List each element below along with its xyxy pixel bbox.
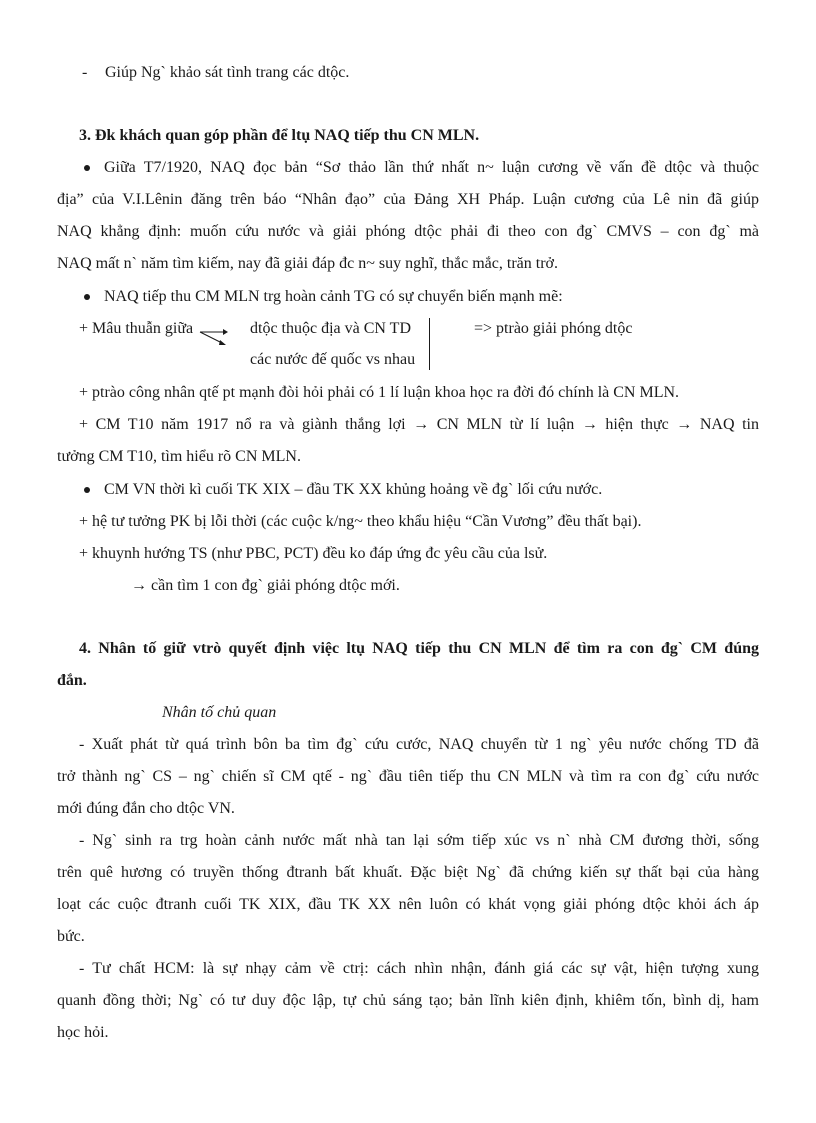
text-line: + Mâu thuẫn giữa [79,320,194,337]
text-line: NAQ khẳng định: muốn cứu nước và giải phóng dtộc phải đi theo con đg` CMVS – con đg` mà [57,223,759,240]
text-line: loạt các cuộc đtranh cuối TK XIX, đầu TK XX nên luôn có khát vọng giải phóng dtộc khỏi ách áp [57,896,759,913]
text-line: Giúp Ng` khảo sát tình trang các dtộc. [105,64,350,81]
text-line: tưởng CM T10, tìm hiểu rõ CN MLN. [57,448,301,465]
text-line: - Ng` sinh ra trg hoàn cảnh nước mất nhà tan lại sớm tiếp xúc vs n` nhà CM đương thời, sống [79,832,759,849]
section-heading-4: 4. Nhân tố giữ vtrò quyết định việc ltụ NAQ tiếp thu CN MLN để tìm ra con đg` CM đúng [79,640,759,657]
text-line: - Tư chất HCM: là sự nhạy cảm về ctrị: cách nhìn nhận, đánh giá các sự vật, hiện tượng xung [79,960,759,977]
section-heading-4-cont: đắn. [57,672,87,689]
bracket-divider [429,318,430,370]
bullet-icon [84,294,90,300]
text-line: - Xuất phát từ quá trình bôn ba tìm đg` cứu cước, NAQ chuyển từ 1 ng` yêu nước chống TD đã [79,736,759,753]
text-line: địa” của V.I.Lênin đăng trên báo “Nhân đạo” của Đảng XH Pháp. Luận cương của Lê nin đã giúp [57,191,759,208]
text-line: + ptrào công nhân qtế pt mạnh đòi hỏi phải có 1 lí luận khoa học ra đời đó chính là CN MLN. [79,384,680,401]
text-line: dtộc thuộc địa và CN TD [250,320,412,337]
subheading: Nhân tố chủ quan [162,704,277,721]
arrow-icon [198,326,228,348]
text-line: quanh đồng thời; Ng` có tư duy độc lập, tự chủ sáng tạo; bản lĩnh kiên định, khiêm tốn, bình dị, ham [57,992,759,1009]
text-line: + CM T10 năm 1917 nổ ra và giành thắng lợi → CN MLN từ lí luận → hiện thực → NAQ tin [79,416,759,433]
bullet-icon [84,165,90,171]
text-line: + khuynh hướng TS (như PBC, PCT) đều ko đáp ứng đc yêu cầu của lsử. [79,545,548,562]
text-line: → cần tìm 1 con đg` giải phóng dtộc mới. [131,577,400,594]
text-line: mới đúng đắn cho dtộc VN. [57,800,235,817]
text-line: trên quê hương có truyền thống đtranh bất khuất. Đặc biệt Ng` đã chứng kiến sự thất bại của hàng [57,864,759,881]
text-line: học hỏi. [57,1024,109,1041]
text-line: NAQ mất n` năm tìm kiếm, nay đã giải đáp đc n~ suy nghĩ, thắc mắc, trăn trở. [57,255,558,272]
text-line: các nước đế quốc vs nhau [250,351,416,368]
text-line: => ptrào giải phóng dtộc [474,320,633,337]
text-line: Giữa T7/1920, NAQ đọc bản “Sơ thảo lần thứ nhất n~ luận cương về vấn đề dtộc và thuộc [104,159,759,176]
bullet-icon [84,487,90,493]
text-line: NAQ tiếp thu CM MLN trg hoàn cảnh TG có sự chuyển biến mạnh mẽ: [104,288,563,305]
section-heading-3: 3. Đk khách quan góp phần để ltụ NAQ tiếp thu CN MLN. [79,127,480,144]
text-line: trở thành ng` CS – ng` chiến sĩ CM qtế - ng` đầu tiên tiếp thu CN MLN và tìm ra con đg` cứu nước [57,768,759,785]
dash-marker: - [82,64,88,81]
text-line: CM VN thời kì cuối TK XIX – đầu TK XX khủng hoảng về đg` lối cứu nước. [104,481,603,498]
text-line: bức. [57,928,85,945]
text-line: + hệ tư tưởng PK bị lỗi thời (các cuộc k/ng~ theo khẩu hiệu “Cần Vương” đều thất bại). [79,513,642,530]
